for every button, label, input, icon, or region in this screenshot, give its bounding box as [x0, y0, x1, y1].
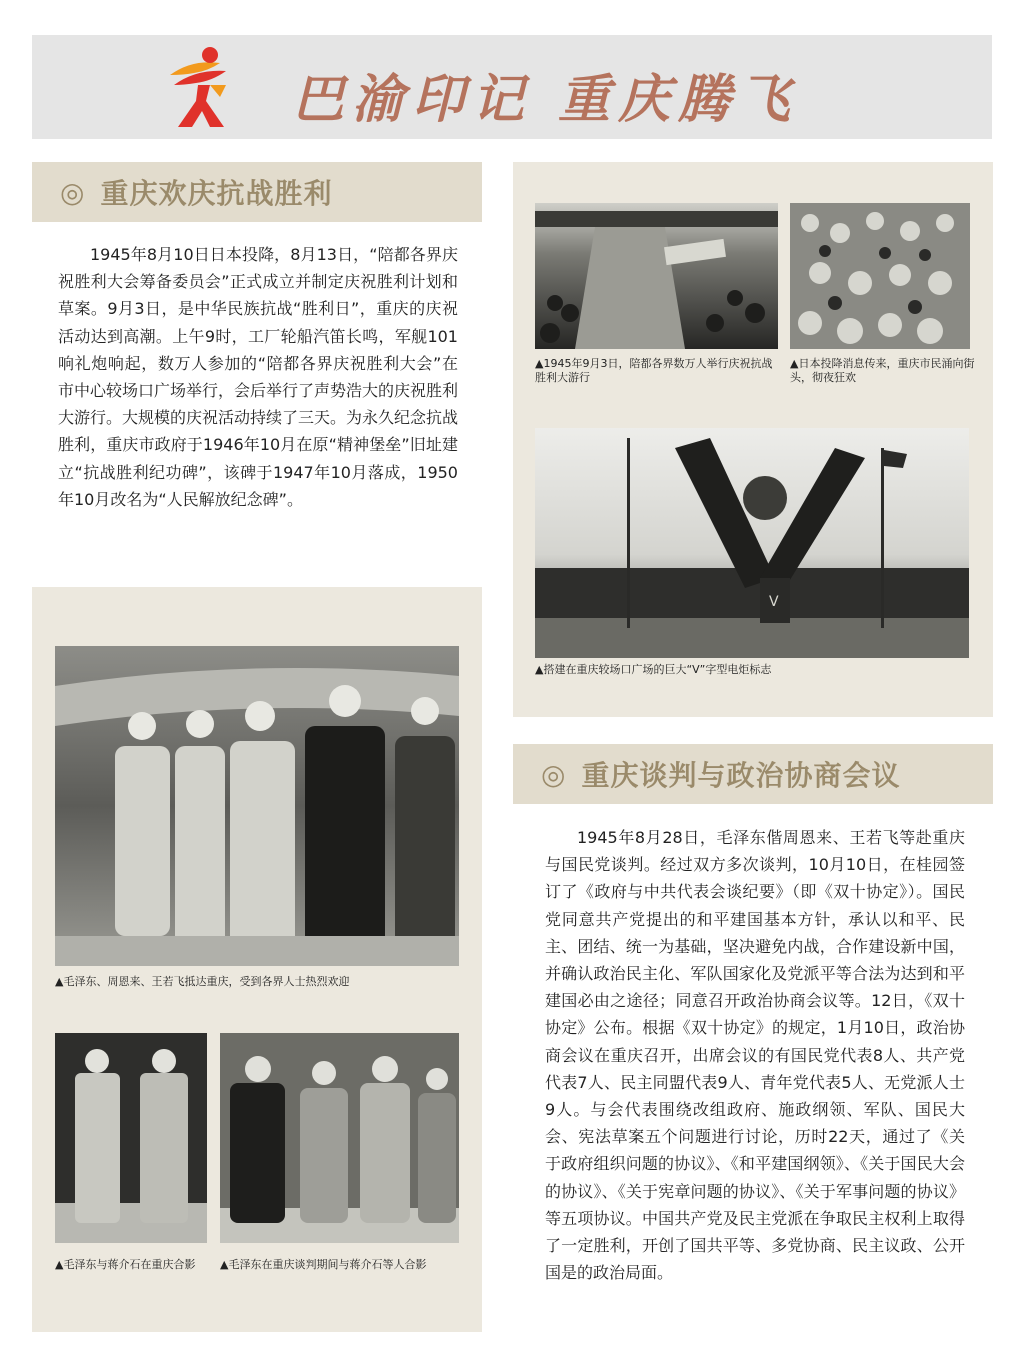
v-mark-text: V [769, 594, 779, 610]
section1-title: 重庆欢庆抗战胜利 [100, 177, 333, 210]
parade-photo [535, 203, 778, 349]
section2-title-bar [513, 744, 993, 804]
pair-photo-caption: ▲毛泽东与蒋介石在重庆合影 [55, 1258, 196, 1271]
group-photo [220, 1033, 459, 1243]
pair-photo [55, 1033, 207, 1243]
section-mark-icon: ◎ [60, 175, 85, 209]
emblem-logo-icon [164, 45, 244, 129]
section2-paragraph: 1945年8月28日，毛泽东偕周恩来、王若飞等赴重庆与国民党谈判。经过双方多次谈判，10月10日，在桂园签订了《政府与中共代表会谈纪要》（即《双十协定》）。国民党同意共产党提出的和平建国基本方针，承认以和平、民主、团结、统一为基础，坚决避免内战，合作建设新中国，并确认政治民主化、军队国家化及党派平等合法为达到和平建国必由之途径；同意召开政治协商会议等。12日，《双十协定》公布。根据《双十协定》的规定，1月10日，政治协商会议在重庆召开，出席会议的有国民党代表8人、共产党代表7人、民主同盟代表9人、青年党代表5人、无党派人士9人。与会代表围绕改组政府、施政纲领、军队、国民大会、宪法草案五个问题进行讨论，历时22天，通过了《关于政府组织问题的协议》、《和平建国纲领》、《关于国民大会的协议》、《关于宪章问题的协议》、《关于军事问题的协议》等五项协议。中国共产党及民主党派在争取民主权利上取得了一定胜利，开创了国共平等、多党协商、民主议政、公开国是的政治局面。 [545, 828, 965, 1283]
header-banner [32, 35, 992, 139]
parade-photo-caption: ▲1945年9月3日，陪都各界数万人举行庆祝抗战胜利大游行 [535, 357, 773, 384]
v-monument-photo [535, 428, 969, 658]
section1-paragraph: 1945年8月10日日本投降，8月13日，“陪都各界庆祝胜利大会筹备委员会”正式成立并制定庆祝胜利计划和草案。9月3日，是中华民族抗战“胜利日”，重庆的庆祝活动达到高潮。上午9时，工厂轮船汽笛长鸣，军舰101响礼炮响起，数万人参加的“陪都各界庆祝胜利大会”在市中心较场口广场举行，会后举行了声势浩大的庆祝胜利大游行。大规模的庆祝活动持续了三天。为永久纪念抗战胜利，重庆市政府于1946年10月在原“精神堡垒”旧址建立“抗战胜利纪功碑”，该碑于1947年10月落成，1950年10月改名为“人民解放纪念碑”。 [58, 245, 459, 509]
arrival-photo-caption: ▲毛泽东、周恩来、王若飞抵达重庆，受到各界人士热烈欢迎 [55, 975, 350, 988]
crowd-photo [790, 203, 970, 349]
section-mark-icon: ◎ [541, 757, 566, 791]
header-calligraphy: 巴渝印记 重庆腾飞 [292, 69, 799, 130]
crowd-photo-caption: ▲日本投降消息传来，重庆市民涌向街头，彻夜狂欢 [790, 357, 975, 384]
group-photo-caption: ▲毛泽东在重庆谈判期间与蒋介石等人合影 [220, 1258, 427, 1271]
section2-title: 重庆谈判与政治协商会议 [581, 759, 901, 792]
arrival-photo [55, 646, 459, 966]
section1-title-bar [32, 162, 482, 222]
v-monument-caption: ▲搭建在重庆较场口广场的巨大“V”字型电炬标志 [535, 663, 772, 676]
